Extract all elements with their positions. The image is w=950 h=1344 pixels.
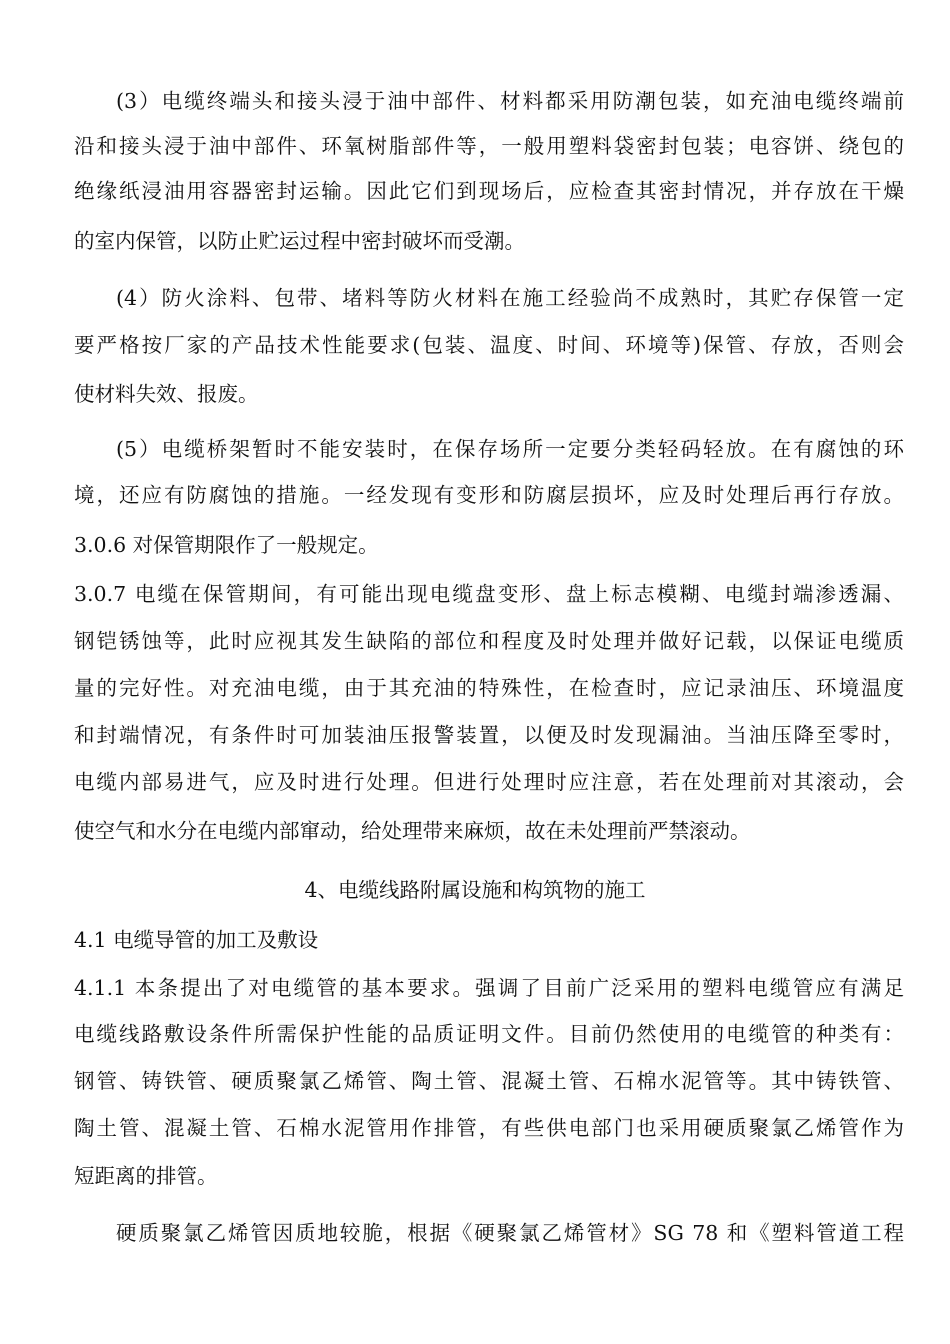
section-4-1-1-line-1: 4.1.1 本条提出了对电缆管的基本要求。强调了目前广泛采用的塑料电缆管应有满足 <box>74 976 904 1000</box>
section-4-1-1-line-5: 短距离的排管。 <box>74 1164 218 1188</box>
section-3-0-7-line-3: 量的完好性。对充油电缆，由于其充油的特殊性，在检查时，应记录油压、环境温度 <box>74 676 904 700</box>
section-3-0-6-line: 3.0.6 对保管期限作了一般规定。 <box>74 533 379 557</box>
paragraph-4-line-3: 使材料失效、报废。 <box>74 382 259 406</box>
section-3-0-7-line-4: 和封端情况，有条件时可加装油压报警装置，以便及时发现漏油。当油压降至零时， <box>74 723 904 747</box>
section-4-1-1-line-4: 陶土管、混凝土管、石棉水泥管用作排管，有些供电部门也采用硬质聚氯乙烯管作为 <box>74 1116 904 1140</box>
section-3-0-7-line-2: 钢铠锈蚀等，此时应视其发生缺陷的部位和程度及时处理并做好记载，以保证电缆质 <box>74 629 904 653</box>
paragraph-4-line-1: (4）防火涂料、包带、堵料等防火材料在施工经验尚不成熟时，其贮存保管一定 <box>116 286 904 310</box>
paragraph-5-line-2: 境，还应有防腐蚀的措施。一经发现有变形和防腐层损坏，应及时处理后再行存放。 <box>74 483 904 507</box>
chapter-4-heading: 4、电缆线路附属设施和构筑物的施工 <box>304 878 646 902</box>
paragraph-3-line-4: 的室内保管，以防止贮运过程中密封破坏而受潮。 <box>74 229 525 253</box>
section-4-1-1-line-3: 钢管、铸铁管、硬质聚氯乙烯管、陶土管、混凝土管、石棉水泥管等。其中铸铁管、 <box>74 1069 904 1093</box>
pvc-paragraph-line-1: 硬质聚氯乙烯管因质地较脆，根据《硬聚氯乙烯管材》SG 78 和《塑料管道工程 <box>116 1221 904 1245</box>
section-3-0-7-line-5: 电缆内部易进气，应及时进行处理。但进行处理时应注意，若在处理前对其滚动，会 <box>74 770 904 794</box>
paragraph-4-line-2: 要严格按厂家的产品技术性能要求(包装、温度、时间、环境等)保管、存放，否则会 <box>74 333 904 357</box>
section-4-1-heading: 4.1 电缆导管的加工及敷设 <box>74 928 319 952</box>
section-4-1-1-line-2: 电缆线路敷设条件所需保护性能的品质证明文件。目前仍然使用的电缆管的种类有： <box>74 1022 904 1046</box>
section-3-0-7-line-6: 使空气和水分在电缆内部窜动，给处理带来麻烦，故在未处理前严禁滚动。 <box>74 819 751 843</box>
section-3-0-7-line-1: 3.0.7 电缆在保管期间，有可能出现电缆盘变形、盘上标志模糊、电缆封端渗透漏、 <box>74 582 904 606</box>
paragraph-3-line-1: (3）电缆终端头和接头浸于油中部件、材料都采用防潮包装，如充油电缆终端前 <box>116 89 904 113</box>
paragraph-5-line-1: (5）电缆桥架暂时不能安装时，在保存场所一定要分类轻码轻放。在有腐蚀的环 <box>116 437 904 461</box>
paragraph-3-line-2: 沿和接头浸于油中部件、环氧树脂部件等，一般用塑料袋密封包装；电容饼、绕包的 <box>74 134 904 158</box>
paragraph-3-line-3: 绝缘纸浸油用容器密封运输。因此它们到现场后，应检查其密封情况，并存放在干燥 <box>74 179 904 203</box>
